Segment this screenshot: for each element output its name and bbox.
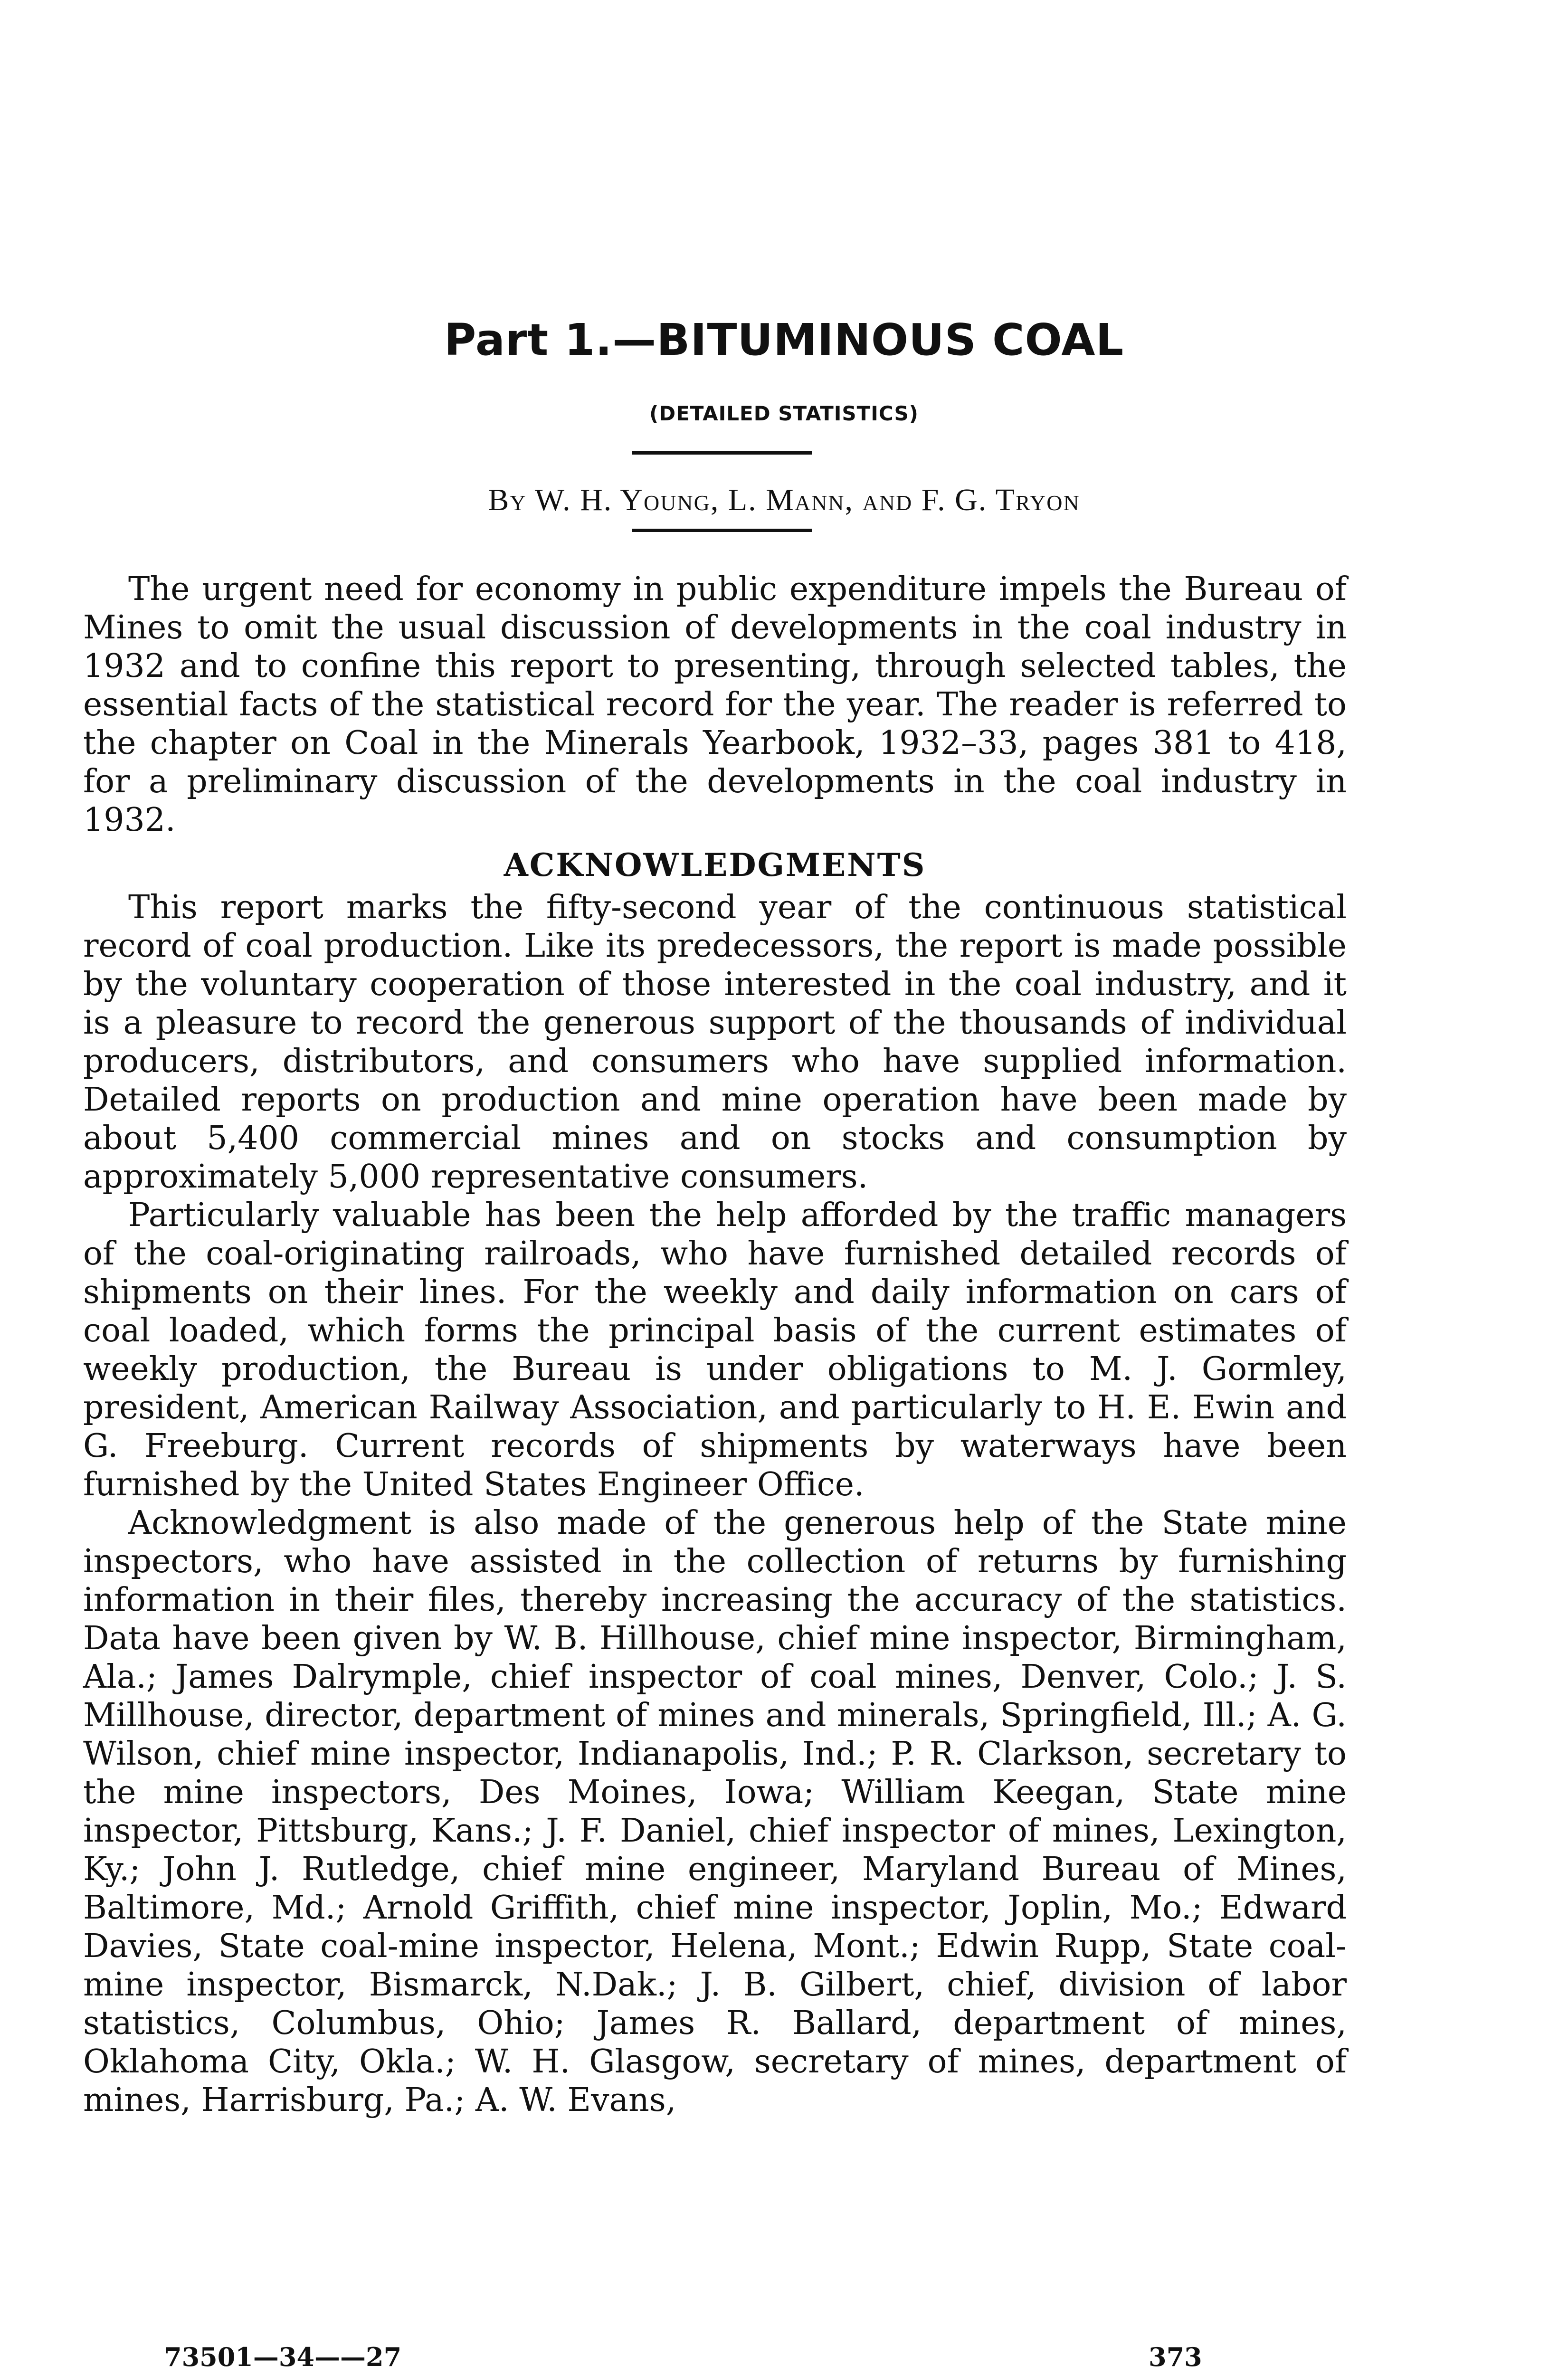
- page-title: Part 1.—BITUMINOUS COAL: [444, 314, 1124, 365]
- body-paragraph: Particularly valuable has been the help afforded by the traffic managers of the coal-originating railroads, who have furnished detailed records of shipments on their lines. For the weekly and daily information on cars of coal loaded, which forms the principal basis of the current estimates of weekly production, the Bureau is under obligations to M. J. Gormley, president, American Railway Association, and particularly to H. E. Ewin and G. Freeburg. Current records of shipments by waterways have been furnished by the United States Engineer Office.: [83, 1197, 1347, 1503]
- author-byline: By W. H. Young, L. Mann, and F. G. Tryon: [488, 483, 1080, 517]
- divider-rule: [632, 529, 812, 532]
- page-number: 373: [1149, 2342, 1202, 2372]
- section-heading: ACKNOWLEDGMENTS: [504, 846, 926, 884]
- page-subtitle: (DETAILED STATISTICS): [649, 402, 919, 425]
- body-paragraph: Acknowledgment is also made of the generous help of the State mine inspectors, who have assisted in the collection of returns by furnishing information in their files, thereby increasing the accuracy of the statistics. Data have been given by W. B. Hillhouse, chief mine inspector, Birmingham, Ala.; James Dalrymple, chief inspector of coal mines, Denver, Colo.; J. S. Millhouse, director, department of mines and minerals, Springfield, Ill.; A. G. Wilson, chief mine inspector, Indianapolis, Ind.; P. R. Clarkson, secretary to the mine inspectors, Des Moines, Iowa; William Keegan, State mine inspector, Pittsburg, Kans.; J. F. Daniel, chief inspector of mines, Lexington, Ky.; John J. Rutledge, chief mine engineer, Maryland Bureau of Mines, Baltimore, Md.; Arnold Griffith, chief mine inspector, Joplin, Mo.; Edward Davies, State coal-mine inspector, Helena, Mont.; Edwin Rupp, State coal-mine inspector, Bismarck, N.Dak.; J. B. Gilbert, chief, division of labor statistics, Columbus, Ohio; James R. Ballard, department of mines, Oklahoma City, Okla.; W. H. Glasgow, secretary of mines, department of mines, Harrisburg, Pa.; A. W. Evans,: [83, 1504, 1347, 2119]
- divider-rule: [632, 451, 812, 455]
- footer-print-code: 73501—34——27: [164, 2342, 402, 2372]
- body-paragraph: This report marks the fifty-second year of the continuous statistical record of coal production. Like its predecessors, the report is made possible by the voluntary cooperation of those interested in the coal industry, and it is a pleasure to record the generous support of the thousands of individual producers, distributors, and consumers who have supplied information. Detailed reports on production and mine operation have been made by about 5,400 commercial mines and on stocks and consumption by approximately 5,000 representative consumers.: [83, 889, 1347, 1196]
- intro-paragraph: The urgent need for economy in public expenditure impels the Bureau of Mines to omit the usual discussion of developments in the coal industry in 1932 and to confine this report to presenting, through selected tables, the essential facts of the statistical record for the year. The reader is referred to the chapter on Coal in the Minerals Yearbook, 1932–33, pages 381 to 418, for a preliminary discussion of the developments in the coal industry in 1932.: [83, 570, 1347, 839]
- body-text: [83, 570, 1347, 2119]
